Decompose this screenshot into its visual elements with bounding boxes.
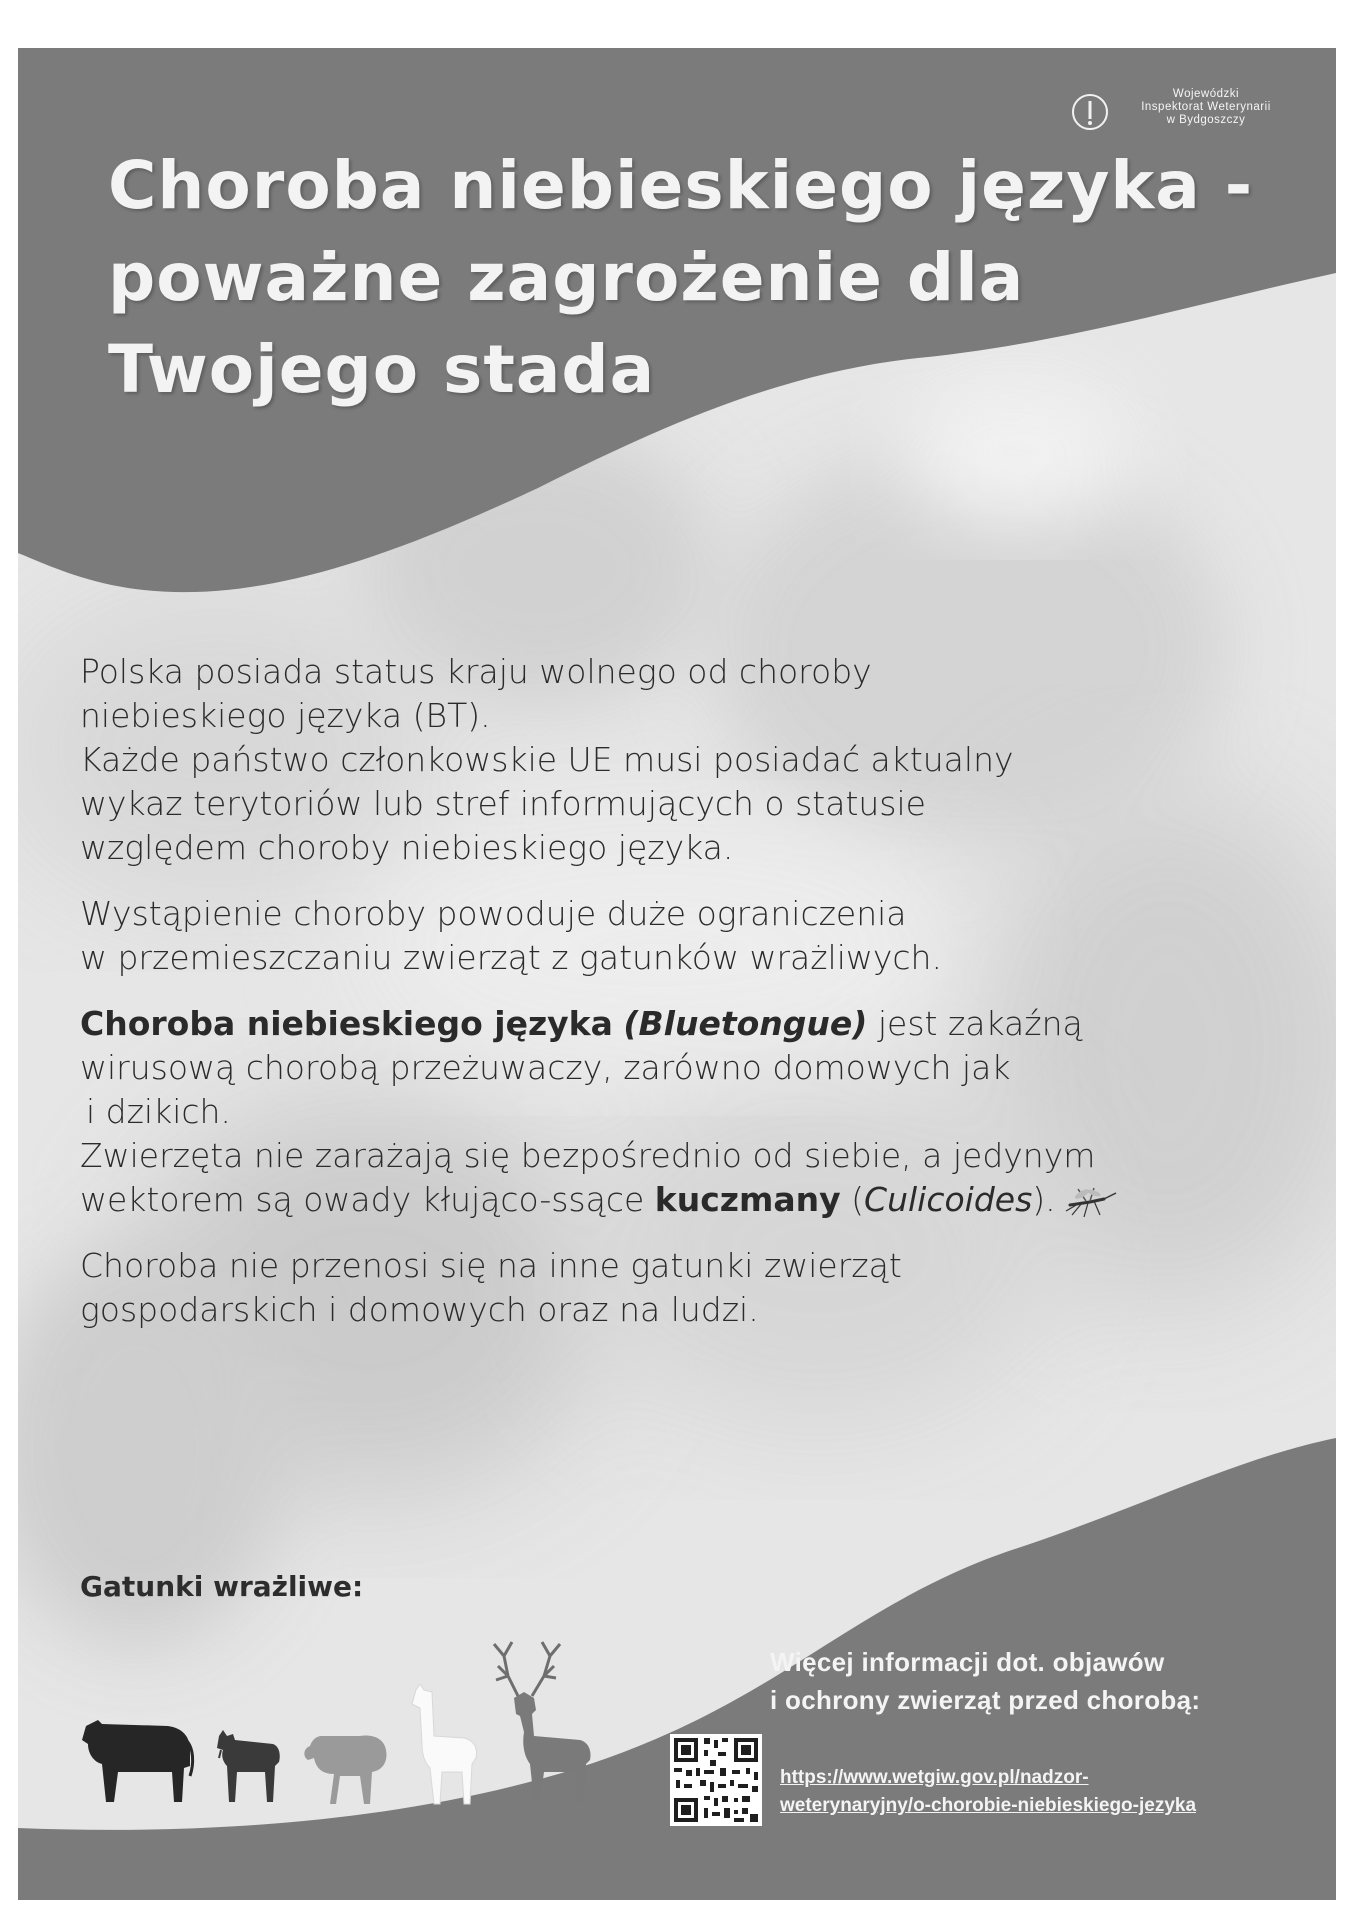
poster-body (80, 650, 1280, 1332)
disease-english-name: (Bluetongue) (623, 1004, 868, 1043)
body-line: niebieskiego języka (BT). (80, 696, 491, 735)
inspectorate-name (1116, 88, 1296, 127)
info-link-line[interactable]: weterynaryjny/o-chorobie-niebieskiego-jezyka (780, 1795, 1197, 1816)
inspectorate-name-line: Wojewódzki (1172, 88, 1240, 100)
body-line: wektorem są owady kłująco-ssące kuczmany (Culicoides). (80, 1178, 1280, 1222)
qr-code[interactable] (670, 1734, 762, 1826)
deer-icon (488, 1636, 598, 1806)
disease-name: Choroba niebieskiego języka (80, 1004, 613, 1043)
body-line: względem choroby niebieskiego języka. (80, 828, 734, 867)
body-line: i dzikich. (86, 1092, 231, 1131)
goat-icon (213, 1726, 285, 1806)
body-line: w przemieszczaniu zwierząt z gatunków wrażliwych. (80, 938, 942, 977)
species-icons (78, 1636, 598, 1806)
body-line: wykaz terytoriów lub stref informujących o statusie (80, 784, 926, 823)
more-info-line: i ochrony zwierząt przed chorobą: (770, 1685, 1201, 1715)
title-line: Twojego stada (108, 331, 656, 408)
body-line: gospodarskich i domowych oraz na ludzi. (80, 1290, 759, 1329)
mosquito-icon (1064, 1185, 1120, 1219)
info-link-line[interactable]: https://www.wetgiw.gov.pl/nadzor- (780, 1767, 1089, 1788)
info-link[interactable] (780, 1764, 1320, 1820)
sheep-icon (300, 1728, 390, 1806)
inspectorate-name-line: w Bydgoszczy (1166, 114, 1246, 126)
cow-icon (78, 1706, 198, 1806)
alpaca-icon (406, 1684, 482, 1806)
inspectorate-name-line: Inspektorat Weterynarii (1141, 101, 1271, 113)
more-info-line: Więcej informacji dot. objawów (770, 1647, 1165, 1677)
inspectorate-emblem-icon (1070, 92, 1110, 132)
title-line: Choroba niebieskiego języka - (108, 147, 1254, 224)
poster (18, 48, 1336, 1900)
body-line: Choroba niebieskiego języka (Bluetongue) jest zakaźną (80, 1004, 1083, 1043)
body-line: wirusową chorobą przeżuwaczy, zarówno domowych jak (80, 1048, 1011, 1087)
vector-name: kuczmany (654, 1180, 841, 1219)
body-line: Wystąpienie choroby powoduje duże ograniczenia (80, 894, 907, 933)
more-info-heading (770, 1643, 1290, 1719)
poster-title (108, 140, 1254, 416)
title-line: poważne zagrożenie dla (108, 239, 1025, 316)
species-heading: Gatunki wrażliwe: (80, 1570, 364, 1603)
body-line: Każde państwo członkowskie UE musi posiadać aktualny (80, 740, 1014, 779)
body-line: Choroba nie przenosi się na inne gatunki zwierząt (80, 1246, 902, 1285)
body-line: Zwierzęta nie zarażają się bezpośrednio od siebie, a jedynym (80, 1136, 1096, 1175)
body-line: Polska posiada status kraju wolnego od choroby (80, 652, 872, 691)
vector-latin-name: Culicoides (864, 1180, 1033, 1219)
